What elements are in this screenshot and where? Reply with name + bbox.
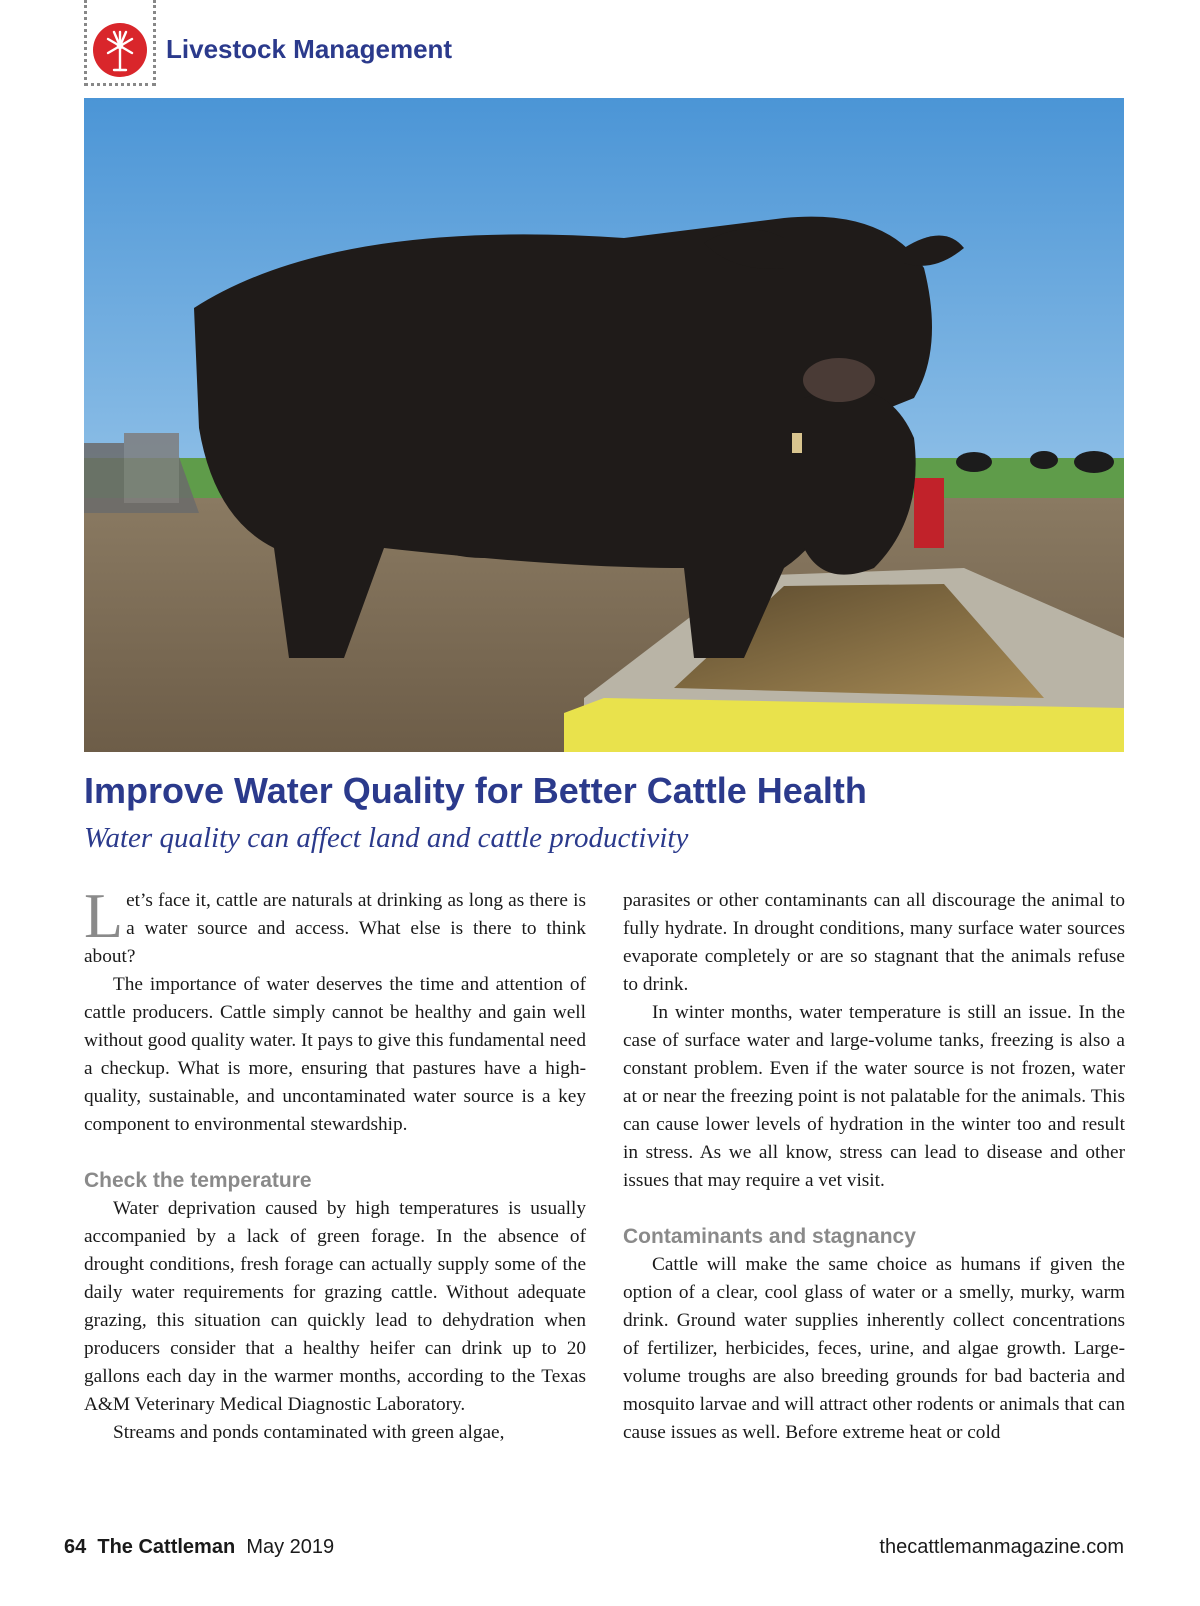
section-title: Livestock Management: [166, 34, 453, 64]
article-column-right: [623, 887, 1125, 1447]
section-heading-contaminants: Contaminants and stagnancy: [623, 1225, 916, 1248]
article-subtitle: Water quality can affect land and cattle productivity: [84, 822, 689, 854]
paragraph: parasites or other contaminants can all discourage the animal to fully hydrate. In drought conditions, many surface water sources evaporate completely or are so stagnant that the animals refuse to drink.: [623, 890, 1125, 995]
footer-folio: [64, 1536, 334, 1559]
paragraph: The importance of water deserves the time and attention of cattle producers. Cattle simply cannot be healthy and gain well without good quality water. It pays to give this fundamental need a checkup. What is more, ensuring that pastures have a high-quality, sustainable, and uncontaminated water source is a key component to environmental stewardship.: [84, 974, 586, 1135]
section-heading-temperature: Check the temperature: [84, 1169, 312, 1192]
magazine-name: The Cattleman: [97, 1536, 236, 1558]
paragraph-intro-text: et’s face it, cattle are naturals at drinking as long as there is a water source and access. What else is there to think about?: [84, 890, 586, 967]
issue-date: May 2019: [246, 1536, 335, 1558]
page-number: 64: [64, 1536, 87, 1558]
paragraph: Cattle will make the same choice as humans if given the option of a clear, cool glass of water or a smelly, murky, warm drink. Ground water supplies inherently collect concentrations of fertilizer, herbicides, feces, urine, and algae growth. Large-volume troughs are also breeding grounds for bad bacteria and mosquito larvae and will attract other rodents or animals that can cause issues as well. Before extreme heat or cold: [623, 1254, 1125, 1443]
article-column-left: [84, 880, 586, 1447]
cattle-drinking-photo: [84, 98, 1124, 752]
paragraph: Streams and ponds contaminated with green algae,: [113, 1422, 505, 1443]
windmill-icon: [92, 22, 148, 78]
article-title: Improve Water Quality for Better Cattle Health: [84, 770, 867, 811]
paragraph: Water deprivation caused by high temperatures is usually accompanied by a lack of green forage. In the absence of drought conditions, fresh forage can actually supply some of the daily water requirements for grazing cattle. Without adequate grazing, this situation can quickly lead to dehydration when producers consider that a healthy heifer can drink up to 20 gallons each day in the warmer months, according to the Texas A&M Veterinary Medical Diagnostic Laboratory.: [84, 1198, 586, 1415]
drop-cap: L: [84, 880, 124, 951]
footer-website: thecattlemanmagazine.com: [879, 1536, 1124, 1558]
paragraph: In winter months, water temperature is still an issue. In the case of surface water and large-volume tanks, freezing is also a constant problem. Even if the water source is not frozen, water at or near the freezing point is not palatable for the animals. This can cause lower levels of hydration in the winter too and result in stress. As we all know, stress can lead to disease and other issues that may require a vet visit.: [623, 1002, 1125, 1191]
paragraph-intro: [84, 880, 586, 971]
